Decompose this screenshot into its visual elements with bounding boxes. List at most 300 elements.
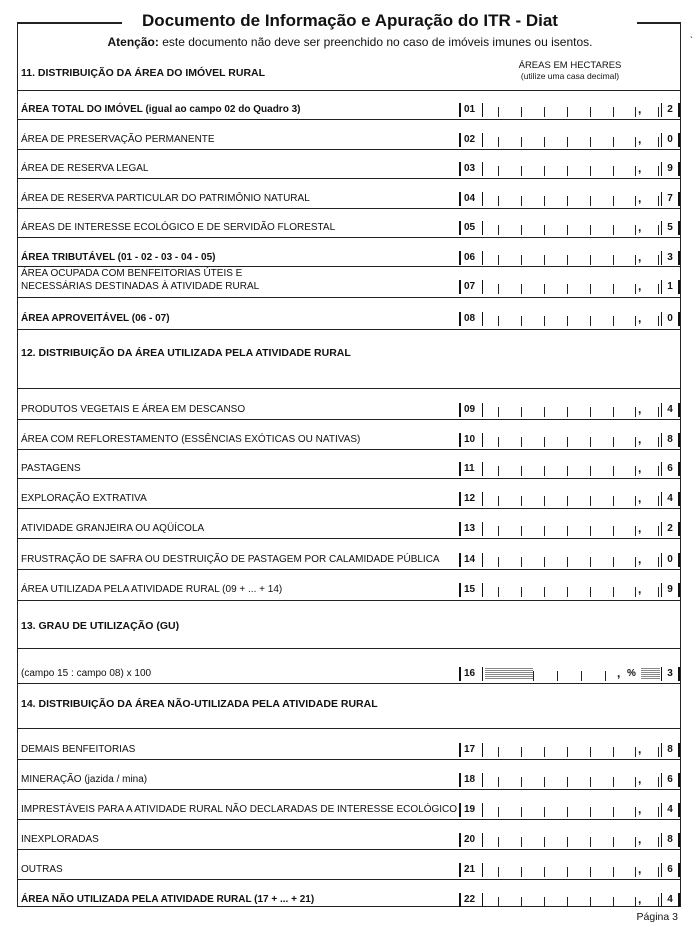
check-digit: 1 <box>661 280 680 294</box>
divider <box>17 648 681 649</box>
field-code: 11 <box>459 462 483 476</box>
digit-separator <box>544 837 545 847</box>
row-18-label: MINERAÇÃO (jazida / mina) <box>21 774 148 785</box>
field-01[interactable] <box>459 103 680 119</box>
digit-separator <box>544 807 545 817</box>
row-10-label: ÁREA COM REFLORESTAMENTO (ESSÊNCIAS EXÓTICAS OU NATIVAS) <box>21 434 361 445</box>
digit-separator <box>557 671 558 681</box>
decimal-comma: , <box>638 862 642 876</box>
digit-separator <box>590 867 591 877</box>
divider <box>17 449 681 450</box>
digit-separator <box>613 557 614 567</box>
digit-separator <box>635 526 636 536</box>
digit-separator <box>544 867 545 877</box>
digit-separator <box>635 587 636 597</box>
digit-separator <box>567 255 568 265</box>
digit-separator <box>521 837 522 847</box>
digit-separator <box>544 496 545 506</box>
row-20-label: INEXPLORADAS <box>21 834 99 845</box>
digit-separator <box>635 407 636 417</box>
areas-column-header <box>495 60 645 82</box>
digit-separator <box>498 107 499 117</box>
digit-separator <box>581 671 582 681</box>
digit-separator <box>567 225 568 235</box>
digit-separator <box>590 316 591 326</box>
row-01-label: ÁREA TOTAL DO IMÓVEL (igual ao campo 02 do Quadro 3) <box>21 104 301 115</box>
page-number: Página 3 <box>636 911 678 923</box>
decimal-comma: , <box>638 132 642 146</box>
check-digit: 2 <box>661 522 680 536</box>
field-code: 03 <box>459 162 483 176</box>
digit-separator <box>613 316 614 326</box>
digit-separator <box>590 466 591 476</box>
field-code: 13 <box>459 522 483 536</box>
digit-separator <box>544 747 545 757</box>
check-digit: 8 <box>661 433 680 447</box>
digit-separator <box>521 526 522 536</box>
digit-separator <box>613 225 614 235</box>
digit-separator <box>567 316 568 326</box>
digit-separator <box>590 807 591 817</box>
field-code: 12 <box>459 492 483 506</box>
divider <box>17 759 681 760</box>
digit-separator <box>590 107 591 117</box>
digit-separator <box>635 867 636 877</box>
decimal-comma: , <box>638 892 642 906</box>
divider <box>17 508 681 509</box>
digit-separator <box>590 407 591 417</box>
digit-separator <box>544 466 545 476</box>
digit-separator <box>544 255 545 265</box>
digit-separator <box>498 496 499 506</box>
digit-separator <box>590 587 591 597</box>
margin-mark: ˎ <box>690 28 694 39</box>
field-05[interactable] <box>459 221 680 237</box>
divider <box>17 119 681 120</box>
digit-separator <box>567 407 568 417</box>
row-05-label: ÁREAS DE INTERESSE ECOLÓGICO E DE SERVIDÃO FLORESTAL <box>21 222 336 233</box>
digit-separator <box>635 837 636 847</box>
digit-separator <box>567 557 568 567</box>
digit-separator <box>590 166 591 176</box>
digit-separator <box>635 107 636 117</box>
divider <box>17 329 681 330</box>
digit-separator <box>567 284 568 294</box>
digit-separator <box>567 747 568 757</box>
shaded-cell <box>485 668 533 679</box>
digit-separator <box>590 496 591 506</box>
digit-separator <box>590 837 591 847</box>
digit-separator <box>544 897 545 907</box>
digit-separator <box>544 107 545 117</box>
digit-separator <box>635 166 636 176</box>
digit-separator <box>544 166 545 176</box>
digit-separator <box>498 196 499 206</box>
digit-separator <box>658 437 659 447</box>
digit-separator <box>658 166 659 176</box>
digit-separator <box>590 196 591 206</box>
digit-separator <box>635 807 636 817</box>
digit-separator <box>658 897 659 907</box>
row-14-label: FRUSTRAÇÃO DE SAFRA OU DESTRUIÇÃO DE PASTAGEM POR CALAMIDADE PÚBLICA <box>21 554 440 565</box>
field-11[interactable] <box>459 462 680 478</box>
check-digit: 7 <box>661 192 680 206</box>
row-06-label: ÁREA TRIBUTÁVEL (01 - 02 - 03 - 04 - 05) <box>21 252 216 263</box>
field-16[interactable] <box>459 667 680 683</box>
row-04-label: ÁREA DE RESERVA PARTICULAR DO PATRIMÔNIO NATURAL <box>21 193 310 204</box>
digit-separator <box>590 747 591 757</box>
field-code: 15 <box>459 583 483 597</box>
decimal-comma: , <box>638 402 642 416</box>
attention-text: este documento não deve ser preenchido no caso de imóveis imunes ou isentos. <box>162 35 593 49</box>
digit-separator <box>635 466 636 476</box>
divider <box>17 849 681 850</box>
section-13-title: 13. GRAU DE UTILIZAÇÃO (GU) <box>21 620 180 632</box>
digit-separator <box>658 466 659 476</box>
row-02-label: ÁREA DE PRESERVAÇÃO PERMANENTE <box>21 134 215 145</box>
digit-separator <box>521 807 522 817</box>
digit-separator <box>521 747 522 757</box>
digit-separator <box>658 747 659 757</box>
digit-separator <box>498 225 499 235</box>
divider <box>17 419 681 420</box>
digit-separator <box>590 897 591 907</box>
field-code: 20 <box>459 833 483 847</box>
digit-separator <box>658 807 659 817</box>
areas-header-subtitle: (utilize uma casa decimal) <box>520 71 620 81</box>
digit-separator <box>613 777 614 787</box>
decimal-comma: , <box>638 552 642 566</box>
digit-separator <box>590 777 591 787</box>
decimal-comma: , <box>638 250 642 264</box>
digit-separator <box>521 437 522 447</box>
digit-separator <box>521 316 522 326</box>
field-code: 17 <box>459 743 483 757</box>
digit-separator <box>498 897 499 907</box>
digit-separator <box>544 526 545 536</box>
divider <box>17 728 681 729</box>
field-04[interactable] <box>459 192 680 208</box>
digit-separator <box>521 407 522 417</box>
digit-separator <box>521 496 522 506</box>
digit-separator <box>521 225 522 235</box>
decimal-comma: , <box>638 191 642 205</box>
digit-separator <box>544 407 545 417</box>
digit-separator <box>658 526 659 536</box>
field-code: 01 <box>459 103 483 117</box>
decimal-comma: , <box>638 279 642 293</box>
digit-separator <box>590 284 591 294</box>
row-19-label: IMPRESTÁVEIS PARA A ATIVIDADE RURAL NÃO DECLARADAS DE INTERESSE ECOLÓGICO <box>21 804 458 815</box>
row-15-label: ÁREA UTILIZADA PELA ATIVIDADE RURAL (09 + ... + 14) <box>21 584 283 595</box>
digit-separator <box>521 166 522 176</box>
digit-separator <box>567 587 568 597</box>
digit-separator <box>567 196 568 206</box>
field-code: 04 <box>459 192 483 206</box>
digit-separator <box>544 137 545 147</box>
row-07-label-line1: ÁREA OCUPADA COM BENFEITORIAS ÚTEIS E <box>21 268 243 279</box>
decimal-comma: , <box>638 102 642 116</box>
digit-separator <box>613 196 614 206</box>
divider <box>17 538 681 539</box>
digit-separator <box>567 107 568 117</box>
digit-separator <box>498 407 499 417</box>
divider <box>17 789 681 790</box>
decimal-comma: , <box>638 802 642 816</box>
digit-separator <box>658 196 659 206</box>
field-code: 18 <box>459 773 483 787</box>
row-09-label: PRODUTOS VEGETAIS E ÁREA EM DESCANSO <box>21 404 246 415</box>
digit-separator <box>498 557 499 567</box>
digit-separator <box>658 284 659 294</box>
check-digit: 2 <box>661 103 680 117</box>
digit-separator <box>590 137 591 147</box>
digit-separator <box>567 837 568 847</box>
digit-separator <box>498 587 499 597</box>
digit-separator <box>544 587 545 597</box>
digit-separator <box>658 107 659 117</box>
field-code: 09 <box>459 403 483 417</box>
digit-separator <box>658 587 659 597</box>
digit-separator <box>544 284 545 294</box>
areas-header-title: ÁREAS EM HECTARES <box>518 60 622 71</box>
digit-separator <box>567 137 568 147</box>
divider <box>17 208 681 209</box>
divider <box>17 600 681 601</box>
digit-separator <box>635 747 636 757</box>
check-digit: 6 <box>661 462 680 476</box>
section-14-title: 14. DISTRIBUIÇÃO DA ÁREA NÃO-UTILIZADA PELA ATIVIDADE RURAL <box>21 698 378 710</box>
shaded-cell <box>641 668 660 679</box>
digit-separator <box>544 557 545 567</box>
row-22-label: ÁREA NÃO UTILIZADA PELA ATIVIDADE RURAL (17 + ... + 21) <box>21 894 315 905</box>
digit-separator <box>544 437 545 447</box>
digit-separator <box>613 255 614 265</box>
field-18[interactable] <box>459 773 680 789</box>
digit-separator <box>567 166 568 176</box>
decimal-comma: , <box>638 521 642 535</box>
digit-separator <box>590 255 591 265</box>
digit-separator <box>635 897 636 907</box>
digit-separator <box>635 284 636 294</box>
field-10[interactable] <box>459 433 680 449</box>
digit-separator <box>635 225 636 235</box>
digit-separator <box>605 671 606 681</box>
row-21-label: OUTRAS <box>21 864 63 875</box>
field-22[interactable] <box>459 893 680 909</box>
decimal-comma: , <box>638 161 642 175</box>
field-code: 21 <box>459 863 483 877</box>
digit-separator <box>635 557 636 567</box>
digit-separator <box>498 867 499 877</box>
digit-separator <box>521 777 522 787</box>
digit-separator <box>498 777 499 787</box>
field-code: 05 <box>459 221 483 235</box>
digit-separator <box>658 316 659 326</box>
digit-separator <box>635 437 636 447</box>
check-digit: 8 <box>661 743 680 757</box>
digit-separator <box>590 557 591 567</box>
field-15[interactable] <box>459 583 680 599</box>
digit-separator <box>613 587 614 597</box>
field-03[interactable] <box>459 162 680 178</box>
digit-separator <box>544 225 545 235</box>
check-digit: 4 <box>661 803 680 817</box>
divider <box>17 819 681 820</box>
decimal-comma: , <box>638 582 642 596</box>
divider <box>17 149 681 150</box>
digit-separator <box>635 137 636 147</box>
digit-separator <box>521 107 522 117</box>
digit-separator <box>658 496 659 506</box>
digit-separator <box>590 526 591 536</box>
digit-separator <box>658 557 659 567</box>
digit-separator <box>498 747 499 757</box>
digit-separator <box>567 496 568 506</box>
field-07[interactable] <box>459 280 680 296</box>
digit-separator <box>613 496 614 506</box>
check-digit: 4 <box>661 893 680 907</box>
field-12[interactable] <box>459 492 680 508</box>
field-code: 22 <box>459 893 483 907</box>
field-21[interactable] <box>459 863 680 879</box>
digit-separator <box>635 496 636 506</box>
digit-separator <box>567 526 568 536</box>
field-09[interactable] <box>459 403 680 419</box>
digit-separator <box>613 897 614 907</box>
digit-separator <box>544 196 545 206</box>
digit-separator <box>498 316 499 326</box>
check-digit: 9 <box>661 162 680 176</box>
digit-separator <box>544 777 545 787</box>
check-digit: 0 <box>661 553 680 567</box>
digit-separator <box>658 225 659 235</box>
digit-separator <box>521 196 522 206</box>
divider <box>17 569 681 570</box>
digit-separator <box>658 255 659 265</box>
decimal-comma: , <box>638 432 642 446</box>
digit-separator <box>498 166 499 176</box>
digit-separator <box>521 137 522 147</box>
row-16-label: (campo 15 : campo 08) x 100 <box>21 668 152 679</box>
field-02[interactable] <box>459 133 680 149</box>
check-digit: 4 <box>661 492 680 506</box>
digit-separator <box>658 867 659 877</box>
field-13[interactable] <box>459 522 680 538</box>
digit-separator <box>613 526 614 536</box>
row-11-label: PASTAGENS <box>21 463 81 474</box>
check-digit: 5 <box>661 221 680 235</box>
digit-separator <box>658 137 659 147</box>
digit-separator <box>613 137 614 147</box>
check-digit: 4 <box>661 403 680 417</box>
field-14[interactable] <box>459 553 680 569</box>
field-06[interactable] <box>459 251 680 267</box>
digit-separator <box>567 466 568 476</box>
field-code: 10 <box>459 433 483 447</box>
field-code: 14 <box>459 553 483 567</box>
check-digit: 3 <box>661 667 680 681</box>
digit-separator <box>533 671 534 681</box>
digit-separator <box>498 807 499 817</box>
digit-separator <box>521 587 522 597</box>
field-20[interactable] <box>459 833 680 849</box>
digit-separator <box>521 255 522 265</box>
divider <box>17 388 681 389</box>
digit-separator <box>498 255 499 265</box>
digit-separator <box>613 807 614 817</box>
divider <box>17 297 681 298</box>
digit-separator <box>567 807 568 817</box>
digit-separator <box>567 437 568 447</box>
document-title: Documento de Informação e Apuração do ITR - Diat <box>142 11 558 30</box>
digit-separator <box>521 867 522 877</box>
row-03-label: ÁREA DE RESERVA LEGAL <box>21 163 149 174</box>
field-19[interactable] <box>459 803 680 819</box>
digit-separator <box>613 284 614 294</box>
row-07-label-line2: NECESSÁRIAS DESTINADAS À ATIVIDADE RURAL <box>21 281 260 292</box>
decimal-comma: , <box>638 832 642 846</box>
digit-separator <box>498 466 499 476</box>
check-digit: 0 <box>661 312 680 326</box>
row-07-label <box>21 267 259 293</box>
field-code: 07 <box>459 280 483 294</box>
digit-separator <box>613 747 614 757</box>
digit-separator <box>658 407 659 417</box>
divider <box>17 478 681 479</box>
field-08[interactable] <box>459 312 680 328</box>
digit-separator <box>613 107 614 117</box>
digit-separator <box>498 526 499 536</box>
digit-separator <box>590 225 591 235</box>
digit-separator <box>635 255 636 265</box>
attention-label: Atenção: <box>107 35 159 49</box>
check-digit: 6 <box>661 863 680 877</box>
decimal-comma: , <box>638 742 642 756</box>
decimal-comma: , <box>638 311 642 325</box>
check-digit: 8 <box>661 833 680 847</box>
digit-separator <box>613 407 614 417</box>
digit-separator <box>590 437 591 447</box>
field-code: 08 <box>459 312 483 326</box>
check-digit: 3 <box>661 251 680 265</box>
check-digit: 0 <box>661 133 680 147</box>
row-13-label: ATIVIDADE GRANJEIRA OU AQÜÍCOLA <box>21 523 205 534</box>
decimal-comma: , <box>638 220 642 234</box>
digit-separator <box>521 466 522 476</box>
digit-separator <box>613 466 614 476</box>
check-digit: 6 <box>661 773 680 787</box>
section-12-title: 12. DISTRIBUIÇÃO DA ÁREA UTILIZADA PELA ATIVIDADE RURAL <box>21 347 351 359</box>
digit-separator <box>567 777 568 787</box>
digit-separator <box>521 284 522 294</box>
digit-separator <box>498 137 499 147</box>
field-code: 19 <box>459 803 483 817</box>
field-17[interactable] <box>459 743 680 759</box>
decimal-comma: , <box>638 772 642 786</box>
digit-separator <box>658 777 659 787</box>
row-08-label: ÁREA APROVEITÁVEL (06 - 07) <box>21 313 170 324</box>
divider <box>17 683 681 684</box>
digit-separator <box>498 437 499 447</box>
digit-separator <box>635 777 636 787</box>
digit-separator <box>613 166 614 176</box>
digit-separator <box>498 284 499 294</box>
decimal-comma: , <box>638 491 642 505</box>
digit-separator <box>613 867 614 877</box>
digit-separator <box>544 316 545 326</box>
decimal-comma: , <box>617 666 621 680</box>
